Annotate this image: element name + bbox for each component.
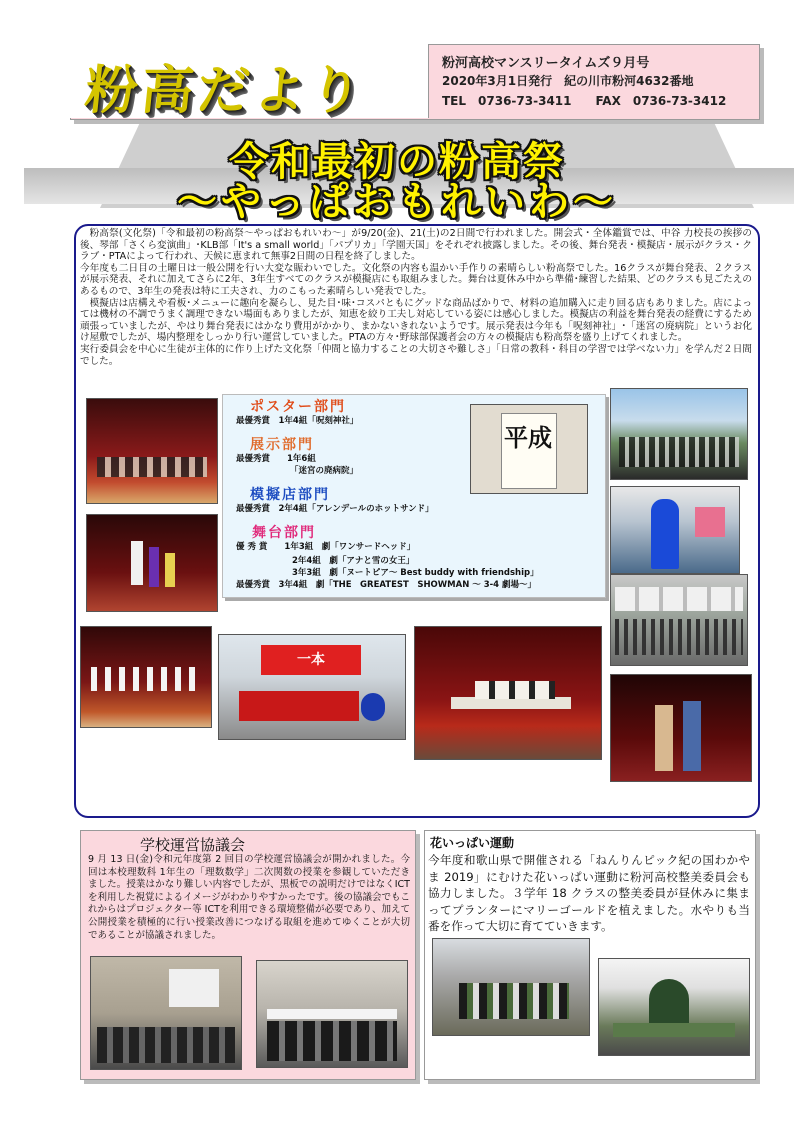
council-text: 9 月 13 日(金)令和元年度第 2 回目の学校運営協議会が開かれました。今回は本校理数科 1年生の「理数数学」二次関数の授業を参観していただきました。授業はかなり難しい内容でしたが、黒板での説明だけではなくICTを利用した視覚によるイメージがわかりやすかったです。後の協議会でもこれからはプロジェクター等 ICTを利用できる環境整備が必要であり、加えて公開授業を積極的に行い授業改善につなげる取組を進めてゆくことが大切であることが協議されました。 bbox=[88, 854, 410, 941]
award-stage-title: 舞台部門 bbox=[252, 525, 316, 541]
photo-stage-play bbox=[86, 514, 218, 612]
photo-blue-costume bbox=[610, 486, 740, 574]
photo-stage-band bbox=[86, 398, 218, 504]
photo-calligraphy bbox=[470, 404, 588, 494]
article-paragraph: 粉高祭(文化祭)「令和最初の粉高祭～やっぱおもれいわ～」が9/20(金)、21(土)の2日間で行われました。開会式・全体鑑賞では、中谷 力校長の挨拶の後、琴部「さくら変演曲」･KLB部「It's a small world」「パプリカ」「学園天国」をそれぞれ披露しました。その後、舞台発表・模擬店・展示がクラス・クラブ・PTAによって行われ、天候に恵まれて無事2日間の日程を終了しました。 bbox=[80, 228, 752, 263]
article-paragraph: 実行委員会を中心に生徒が主体的に作り上げた文化祭「仲間と協力することの大切さや難しさ」「日常の教科・科目の学習では学べない力」を学んだ２日間でした。 bbox=[80, 343, 752, 367]
article-paragraph: 今年度も二日目の土曜日は一般公開を行い大変な賑わいでした。文化祭の内容も温かい手作りの素晴らしい粉高祭でした。16クラスが舞台発表、２クラスが展示発表、それに加えてさらに2年、3年生すべてのクラスが模擬店にも取組みました。舞台は夏休み中から準備･練習した結果、どのクラスも見ごたえのあるもので、3年生の発表は特に工夫され、力のこもった素晴らしい発表でした。 bbox=[80, 262, 752, 297]
flower-title: 花いっぱい運動 bbox=[430, 836, 515, 850]
festival-article bbox=[80, 228, 752, 367]
photo-students-outdoor bbox=[610, 388, 748, 480]
award-exhibit-row: 最優秀賞 1年6組 bbox=[236, 454, 316, 464]
article-paragraph: 模擬店は店構えや看板･メニューに趣向を凝らし、見た目･味･コスパともにグッドな商品ばかりで、材料の追加購入に走り回る店もありました。店によっては機材の不調でうまく調理できない場面もありましたが、知恵を絞り工夫し対応している姿には感心しました。模擬店の利益を舞台発表の経費にするため頑張っていましたが、やはり舞台発表にはかなり費用がかかり、まかないきれないようです。展示発表は今年も「呪刻神社」･「迷宮の廃病院」というお化け屋敷でしたが、場内整理をしっかり行い運営していました。PTAの方々･野球部保護者会の方々の模擬店も粉高祭を盛り上げてくれました。 bbox=[80, 297, 752, 344]
photo-stalls-tents bbox=[610, 574, 748, 666]
banner-title-sub: ～やっぱおもれいわ～ bbox=[177, 179, 617, 225]
flower-text: 今年度和歌山県で開催される「ねんりんピック紀の国わかやま 2019」にむけた花いっぱい運動に粉河高校整美委員会も協力しました。３学年 18 クラスの整美委員が昼休みに集まってプランターにマリーゴールドを植えました。水やりも当番を作って大切に育てていきます。 bbox=[428, 853, 750, 934]
award-mock-row: 最優秀賞 2年4組「アレンデールのホットサンド」 bbox=[236, 504, 434, 514]
award-stage-row: 最優秀賞 3年4組 劇「THE GREATEST SHOWMAN ～ 3-4 劇場～」 bbox=[236, 580, 537, 590]
photo-stall-front bbox=[218, 634, 406, 740]
council-title: 学校運営協議会 bbox=[140, 836, 246, 854]
masthead-issue: 粉河高校マンスリータイムズ９月号 bbox=[442, 56, 650, 71]
masthead-contact: TEL 0736-73-3411 FAX 0736-73-3412 bbox=[442, 94, 727, 108]
photo-planting bbox=[432, 938, 590, 1036]
stall-sign-text: 一本 bbox=[297, 652, 325, 668]
masthead-logo: 粉高だより bbox=[82, 61, 369, 121]
photo-classroom bbox=[90, 956, 242, 1070]
photo-koto-performance bbox=[414, 626, 602, 760]
masthead-address: 2020年3月1日発行 紀の川市粉河4632番地 bbox=[442, 74, 694, 88]
photo-stage-costume bbox=[610, 674, 752, 782]
award-exhibit-title: 展示部門 bbox=[250, 437, 314, 453]
photo-meeting bbox=[256, 960, 408, 1068]
award-exhibit-row: 「迷宮の廃病院」 bbox=[290, 466, 359, 476]
award-poster-title: ポスター部門 bbox=[250, 399, 346, 415]
photo-stage-dance bbox=[80, 626, 212, 728]
award-stage-row: 3年3組 劇「ヌートピア～ Best buddy with friendship」 bbox=[292, 568, 539, 578]
award-stage-row: 2年4組 劇「アナと雪の女王」 bbox=[292, 556, 415, 566]
award-mock-title: 模擬店部門 bbox=[250, 487, 330, 503]
banner-title-main: 令和最初の粉高祭 bbox=[229, 139, 565, 185]
calligraphy-text: 平成 bbox=[504, 423, 552, 452]
award-stage-row: 優 秀 賞 1年3組 劇「ワンサードヘッド」 bbox=[236, 542, 416, 552]
photo-flowerbed bbox=[598, 958, 750, 1056]
award-poster-row: 最優秀賞 1年4組「呪刻神社」 bbox=[236, 416, 359, 426]
